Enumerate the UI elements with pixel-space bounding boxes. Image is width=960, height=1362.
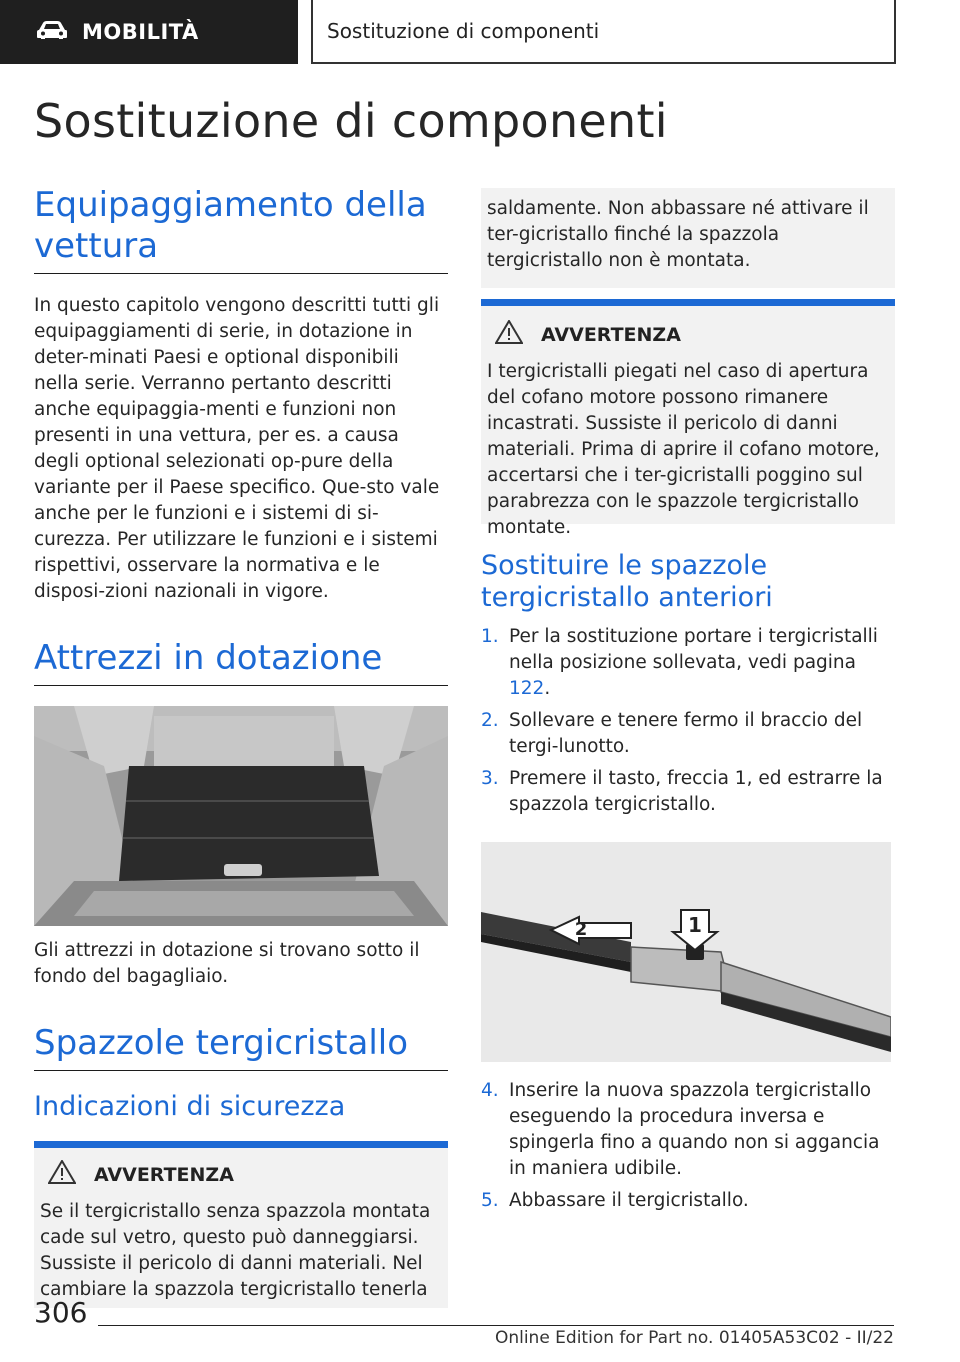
steps-list-1 (481, 624, 895, 818)
heading-tools: Attrezzi in dotazione (34, 638, 448, 686)
warning-1-title: AVVERTENZA (94, 1163, 234, 1186)
steps-list-2 (481, 1078, 895, 1214)
figure-label-1: 1 (688, 913, 702, 937)
warning-triangle-icon (48, 1160, 94, 1189)
edition-note: Online Edition for Part no. 01405A53C02 - II/22 (494, 1328, 894, 1348)
trunk-image (34, 706, 448, 926)
warning-box-1-continued (481, 188, 895, 288)
page-title: Sostituzione di componenti (34, 94, 668, 148)
warning-box-1 (34, 1141, 448, 1308)
step-text: Inserire la nuova spazzola tergicristallo eseguendo la procedura inversa e spingerla fino a quando non si aggancia in maniera udibile. (509, 1080, 880, 1179)
step-text: Premere il tasto, freccia 1, ed estrarre la spazzola tergicristallo. (509, 768, 883, 815)
step-text: Per la sostituzione portare i tergicristalli nella posizione sollevata, vedi pagina 122. (509, 626, 878, 699)
step-item (481, 708, 895, 760)
warning-1-text: Se il tergicristallo senza spazzola montata cade sul vetro, questo può danneggiarsi. Sussiste il pericolo di danni materiali. Nel cambiare la spazzola tergicristallo tenerla (40, 1201, 431, 1300)
step-item (481, 624, 895, 702)
step-item (481, 1188, 895, 1214)
right-column (481, 185, 895, 1214)
page-link[interactable]: 122 (509, 678, 545, 699)
section-tab (0, 0, 298, 64)
left-column (34, 185, 448, 1308)
chapter-label: Sostituzione di componenti (311, 0, 896, 64)
step-item (481, 1078, 895, 1182)
heading-wipers: Spazzole tergicristallo (34, 1023, 448, 1071)
car-icon (36, 20, 68, 44)
warning-2-title: AVVERTENZA (541, 323, 681, 346)
warning-triangle-icon (495, 320, 541, 349)
warning-box-2 (481, 299, 895, 538)
step-text: Sollevare e tenere fermo il braccio del tergi-lunotto. (509, 710, 863, 757)
step-number: 3. (481, 768, 499, 789)
heading-replace-wipers: Sostituire le spazzole tergicristallo anteriori (481, 550, 773, 613)
tools-caption: Gli attrezzi in dotazione si trovano sotto il fondo del bagagliaio. (34, 940, 420, 987)
step-item (481, 766, 895, 818)
step-text: Abbassare il tergicristallo. (509, 1190, 749, 1211)
equipment-paragraph: In questo capitolo vengono descritti tutti gli equipaggiamenti di serie, in dotazione in deter-minati Paesi e optional disponibili nella serie. Verranno pertanto descritti anche equipaggia-menti e funzioni non presenti in una vettura, per es. a causa degli optional selezionati op-pure della variante per il Paese specifico. Que-sto vale anche per le funzioni e i sistemi di si-curezza. Per utilizzare le funzioni e i sistemi rispettivi, osservare la normativa e le disposi-zioni nazionali in vigore. (34, 295, 440, 602)
step-number: 5. (481, 1190, 499, 1211)
warning-2-text: I tergicristalli piegati nel caso di apertura del cofano motore possono rimanere incastrati. Sussiste il pericolo di danni materiali. Prima di aprire il cofano motore, accertarsi che i ter-gicristalli poggino sul parabrezza con le spazzole tergicristallo montate. (487, 361, 880, 538)
running-header (0, 0, 960, 66)
step-number: 1. (481, 626, 499, 647)
wiper-blade-image (481, 842, 891, 1062)
heading-equipment: Equipaggiamento della vettura (34, 185, 448, 274)
step-number: 4. (481, 1080, 499, 1101)
page-number: 306 (34, 1296, 88, 1329)
footer-divider (98, 1325, 894, 1326)
section-label: MOBILITÀ (82, 20, 199, 44)
step-number: 2. (481, 710, 499, 731)
figure-label-2: 2 (574, 919, 588, 940)
heading-safety: Indicazioni di sicurezza (34, 1091, 346, 1122)
warning-1-continued-text: saldamente. Non abbassare né attivare il ter-gicristallo finché la spazzola tergicristallo non è montata. (487, 198, 869, 271)
